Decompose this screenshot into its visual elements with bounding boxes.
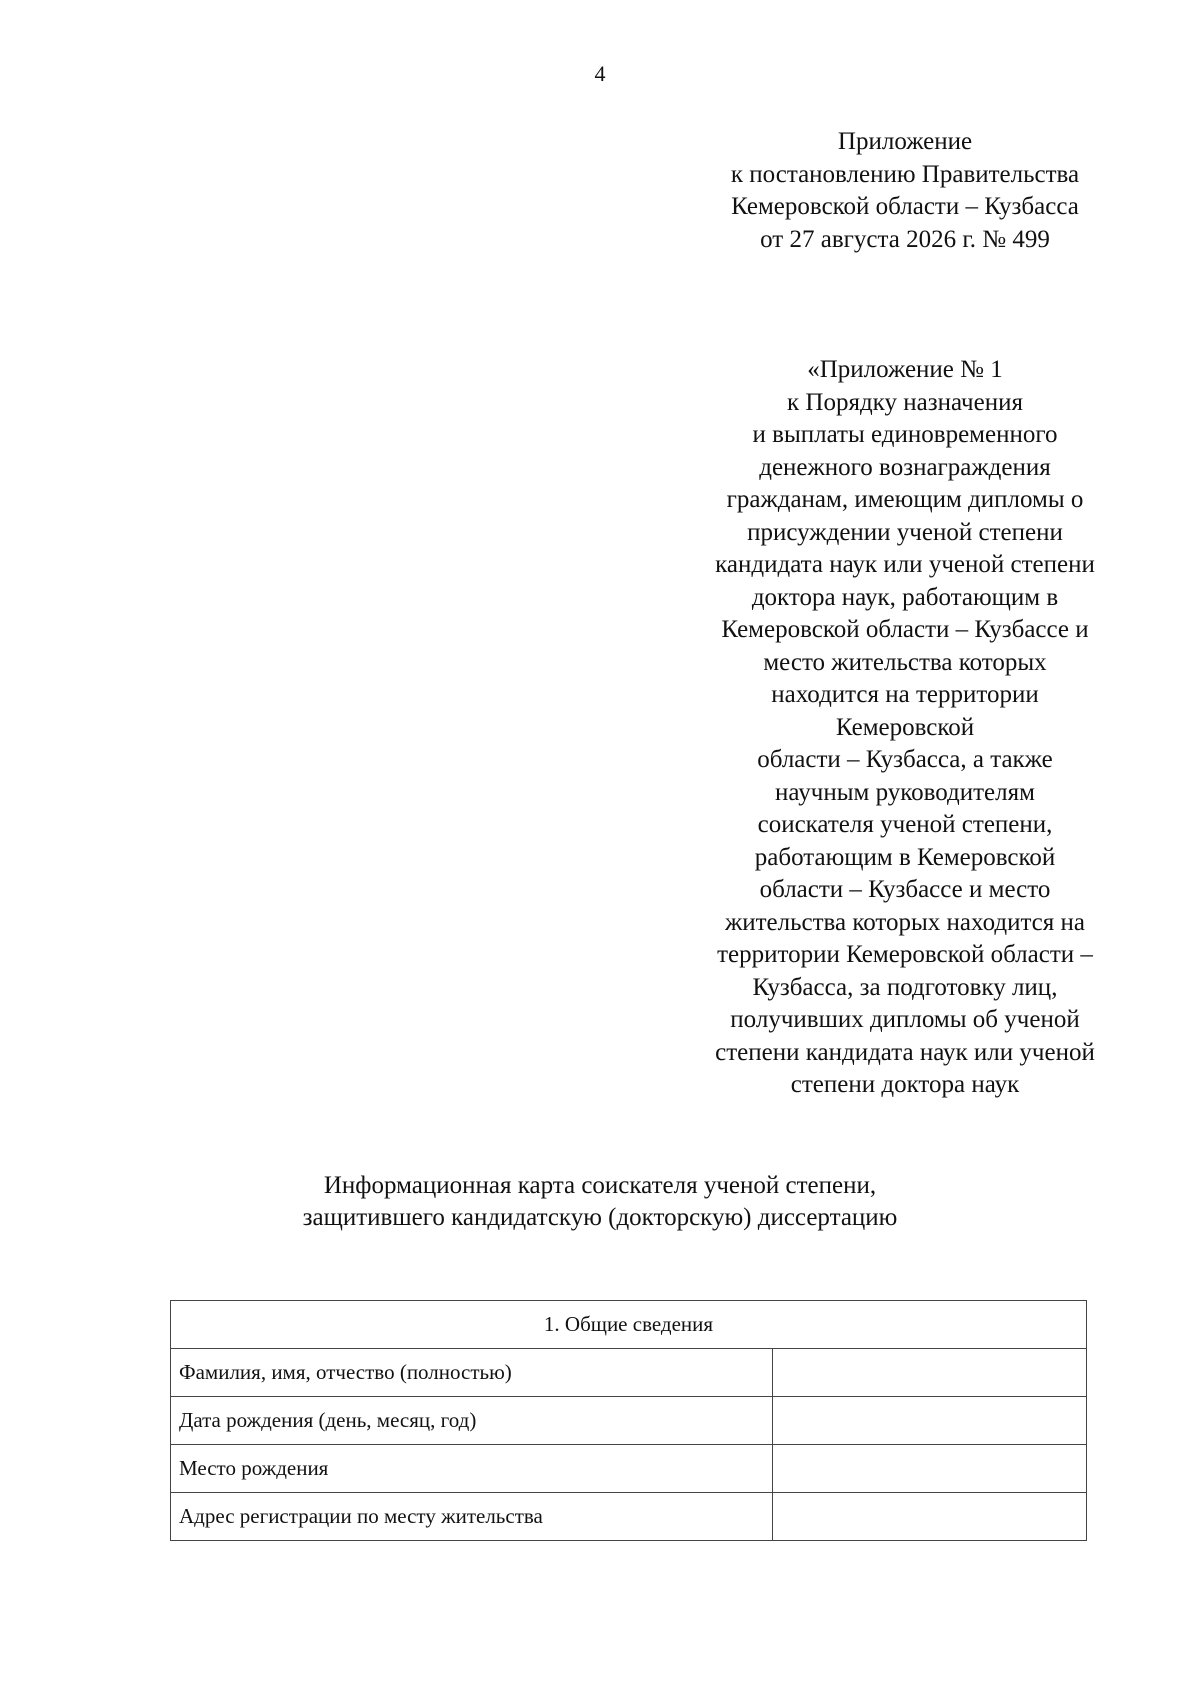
appendix-1-line: научным руководителям: [775, 778, 1035, 806]
field-label-full-name: Фамилия, имя, отчество (полностью): [171, 1349, 773, 1397]
section-title: 1. Общие сведения: [171, 1301, 1087, 1349]
appendix-1-line: области – Кузбассе и место: [759, 876, 1051, 903]
appendix-1-line: области – Кузбасса, а также: [757, 746, 1053, 773]
appendix-1-line: к Порядку назначения: [787, 388, 1023, 416]
table-row: [171, 1445, 1087, 1493]
table-row: [171, 1349, 1087, 1397]
field-label-birth-place: Место рождения: [171, 1445, 773, 1493]
document-title-line: защитившего кандидатскую (докторскую) диссертацию: [302, 1204, 898, 1231]
appendix-1-line: Кемеровской: [835, 713, 975, 741]
appendix-header: [620, 126, 1190, 256]
document-title: [0, 1170, 1200, 1234]
field-value-full-name[interactable]: [773, 1349, 1087, 1397]
table-row: [171, 1493, 1087, 1541]
appendix-1-line: доктора наук, работающим в: [751, 583, 1059, 611]
general-info-table: [170, 1300, 1087, 1541]
appendix-1-line: Кемеровской области – Кузбассе и: [721, 616, 1089, 643]
field-value-birth-place[interactable]: [773, 1445, 1087, 1493]
field-value-registration-address[interactable]: [773, 1493, 1087, 1541]
appendix-1-line: соискателя ученой степени,: [757, 811, 1053, 838]
field-value-birth-date[interactable]: [773, 1397, 1087, 1445]
field-label-birth-date: Дата рождения (день, месяц, год): [171, 1397, 773, 1445]
appendix-1-line: место жительства которых: [763, 648, 1047, 676]
page-number: 4: [594, 61, 606, 86]
table-row: [171, 1397, 1087, 1445]
appendix-1-line: Кузбасса, за подготовку лиц,: [752, 973, 1058, 1001]
appendix-header-line: Приложение: [837, 128, 973, 155]
table-section-row: [171, 1301, 1087, 1349]
appendix-1-line: находится на территории: [771, 681, 1039, 708]
appendix-header-line: Кемеровской области – Кузбасса: [731, 193, 1079, 220]
appendix-1-line: и выплаты единовременного: [752, 421, 1058, 448]
field-label-registration-address: Адрес регистрации по месту жительства: [171, 1493, 773, 1541]
appendix-1-line: кандидата наук или ученой степени: [715, 551, 1095, 578]
appendix-1-line: получивших дипломы об ученой: [730, 1006, 1080, 1033]
appendix-1-line: степени доктора наук: [790, 1071, 1020, 1098]
appendix-1-line: денежного вознаграждения: [759, 453, 1051, 481]
appendix-1-line: присуждении ученой степени: [747, 518, 1063, 546]
appendix-1-line: гражданам, имеющим дипломы о: [726, 486, 1084, 513]
appendix-1-line: «Приложение № 1: [807, 356, 1003, 383]
appendix-header-line: от 27 августа 2026 г. № 499: [760, 225, 1050, 253]
appendix-header-line: к постановлению Правительства: [730, 160, 1080, 188]
appendix-1-line: степени кандидата наук или ученой: [715, 1038, 1095, 1066]
appendix-1-header: [620, 354, 1190, 1102]
appendix-1-line: работающим в Кемеровской: [754, 843, 1056, 871]
appendix-1-line: жительства которых находится на: [724, 908, 1086, 936]
document-title-line: Информационная карта соискателя ученой степени,: [323, 1172, 877, 1199]
appendix-1-line: территории Кемеровской области –: [717, 941, 1093, 968]
